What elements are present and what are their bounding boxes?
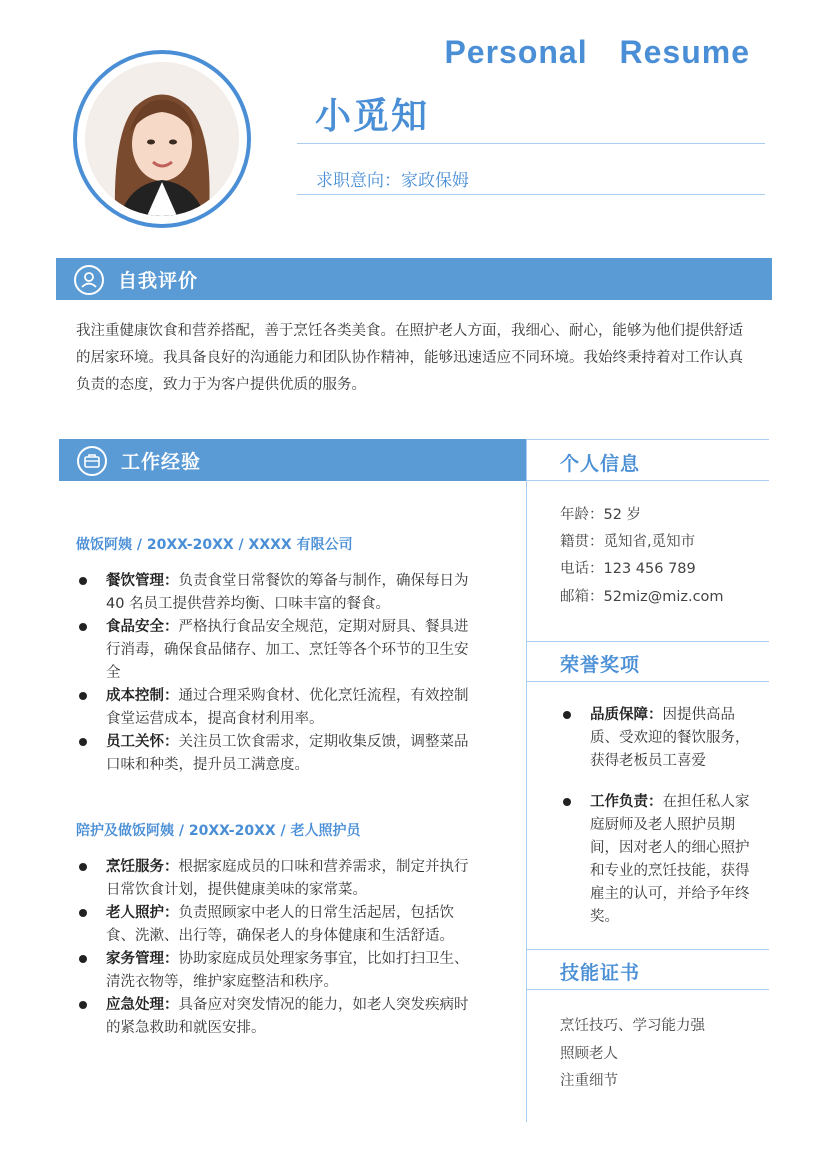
candidate-name: 小觅知 <box>315 96 430 137</box>
info-age: 年龄：52 岁 <box>560 507 642 523</box>
list-item: 烹饪服务：根据家庭成员的口味和营养需求，制定并执行日常饮食计划，提供健康美味的家常菜。 <box>76 856 480 902</box>
list-item: 品质保障：因提供高品质、受欢迎的餐饮服务，获得老板员工喜爱 <box>560 704 756 773</box>
self-eval-text: 我注重健康饮食和营养搭配，善于烹饪各类美食。在照护老人方面，我细心、耐心，能够为他们提供舒适的居家环境。我具备良好的沟通能力和团队协作精神，能够迅速适应不同环境。我始终秉持着对工作认真负责的态度，致力于为客户提供优质的服务。 <box>76 323 743 393</box>
honors-list <box>560 791 756 929</box>
divider <box>527 681 769 682</box>
honors-list <box>560 704 756 773</box>
list-item: 家务管理：协助家庭成员处理家务事宜，比如打扫卫生、清洗衣物等，维护家庭整洁和秩序。 <box>76 948 480 994</box>
header-title: Personal Resume <box>444 34 750 70</box>
section-bar-work <box>59 439 526 481</box>
divider <box>527 641 769 642</box>
section-title: 自我评价 <box>118 270 199 292</box>
job-heading: 陪护及做饭阿姨 / 20XX-20XX / 老人照护员 <box>76 823 361 839</box>
divider <box>297 143 765 144</box>
info-phone: 电话：123 456 789 <box>560 561 696 577</box>
column-divider <box>526 439 527 1122</box>
skill-item: 烹饪技巧、学习能力强 <box>560 1018 705 1034</box>
job-duties-list <box>76 856 480 1040</box>
skill-item: 照顾老人 <box>560 1046 618 1062</box>
list-item: 餐饮管理：负责食堂日常餐饮的筹备与制作，确保每日为40 名员工提供营养均衡、口味丰富的餐食。 <box>76 570 480 616</box>
user-icon <box>74 265 104 295</box>
skill-item: 注重细节 <box>560 1073 618 1089</box>
avatar <box>85 62 239 216</box>
list-item: 食品安全：严格执行食品安全规范，定期对厨具、餐具进行消毒，确保食品储存、加工、烹饪等各个环节的卫生安全 <box>76 616 480 685</box>
job-duties-list <box>76 570 480 777</box>
divider <box>527 949 769 950</box>
section-title: 工作经验 <box>121 451 202 473</box>
divider <box>527 439 769 440</box>
section-title-personal-info: 个人信息 <box>560 453 641 475</box>
divider <box>527 480 769 481</box>
list-item: 成本控制：通过合理采购食材、优化烹饪流程，有效控制食堂运营成本，提高食材利用率。 <box>76 685 480 731</box>
info-hometown: 籍贯：觅知省,觅知市 <box>560 534 696 550</box>
divider <box>297 194 765 195</box>
list-item: 老人照护：负责照顾家中老人的日常生活起居，包括饮食、洗漱、出行等，确保老人的身体健康和生活舒适。 <box>76 902 480 948</box>
section-title-skills: 技能证书 <box>560 962 641 984</box>
job-heading: 做饭阿姨 / 20XX-20XX / XXXX 有限公司 <box>76 537 353 553</box>
list-item: 员工关怀：关注员工饮食需求，定期收集反馈，调整菜品口味和种类，提升员工满意度。 <box>76 731 480 777</box>
briefcase-icon <box>77 446 107 476</box>
section-bar-self-eval <box>56 258 772 300</box>
divider <box>527 989 769 990</box>
section-title-honors: 荣誉奖项 <box>560 654 641 676</box>
info-email: 邮箱：52miz@miz.com <box>560 589 724 605</box>
list-item: 应急处理：具备应对突发情况的能力，如老人突发疾病时的紧急救助和就医安排。 <box>76 994 480 1040</box>
list-item: 工作负责：在担任私人家庭厨师及老人照护员期间，因对老人的细心照护和专业的烹饪技能，获得雇主的认可，并给予年终奖。 <box>560 791 756 929</box>
job-objective: 求职意向：家政保姆 <box>316 171 469 191</box>
